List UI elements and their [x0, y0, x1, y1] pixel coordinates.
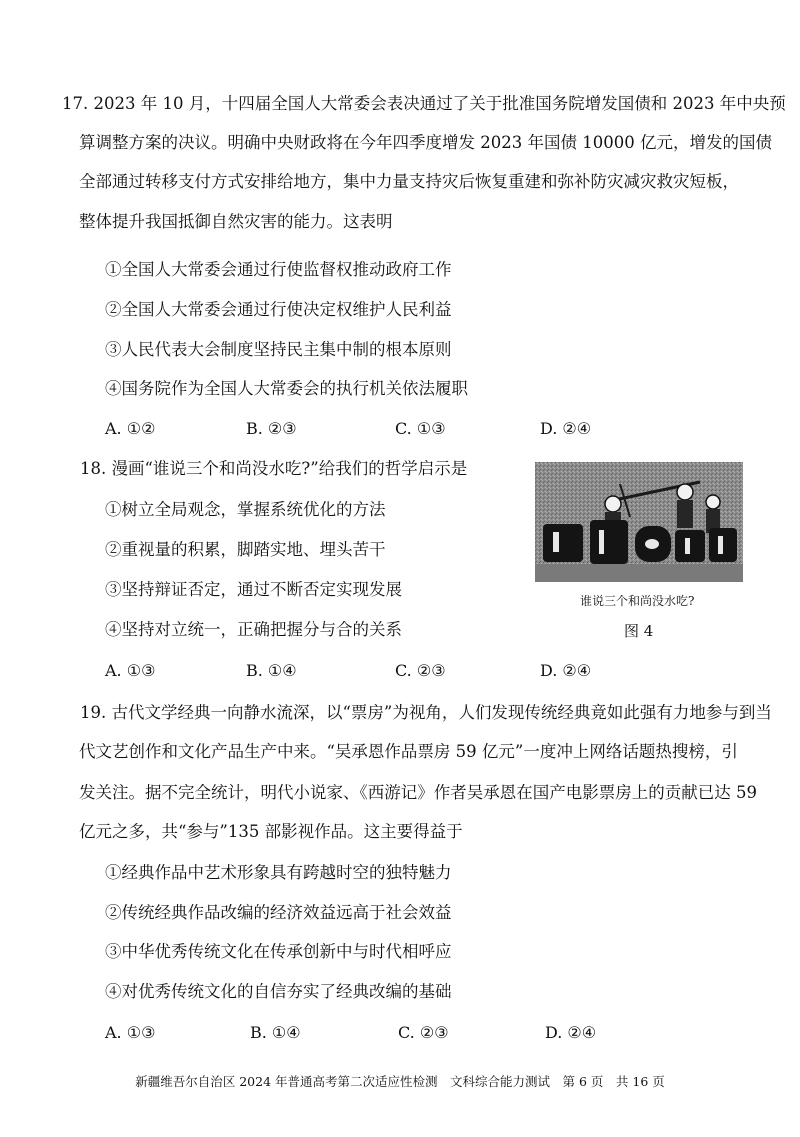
question-19-stem-line: 19. 古代文学经典一向静水流深，以“票房”为视角，人们发现传统经典竟如此强有力地参与到当	[80, 703, 772, 722]
question-19-choice-c: C. ②③	[398, 1023, 449, 1042]
question-19-stem-line: 代文艺创作和文化产品生产中来。“吴承恩作品票房 59 亿元”一度冲上网络话题热搜榜，引	[79, 742, 738, 761]
question-19-statement: ④对优秀传统文化的自信夯实了经典改编的基础	[105, 982, 452, 1001]
question-17-statement: ②全国人大常委会通过行使决定权维护人民利益	[105, 300, 452, 319]
figure-label: 图 4	[624, 622, 654, 640]
question-19-choice-b: B. ①④	[250, 1023, 301, 1042]
question-18-stem-line: 18. 漫画“谁说三个和尚没水吃?”给我们的哲学启示是	[80, 459, 468, 478]
question-17-choice-b: B. ②③	[246, 419, 297, 438]
question-17-statement: ③人民代表大会制度坚持民主集中制的根本原则	[105, 340, 452, 359]
question-18-statement: ②重视量的积累，脚踏实地、埋头苦干	[105, 540, 386, 559]
question-18-statement: ③坚持辩证否定，通过不断否定实现发展	[105, 580, 402, 599]
question-17-choice-c: C. ①③	[395, 419, 446, 438]
page-footer: 新疆维吾尔自治区 2024 年普通高考第二次适应性检测 文科综合能力测试 第 6 页 共 16 页	[135, 1074, 665, 1089]
cartoon-image	[535, 462, 743, 582]
question-19-choice-d: D. ②④	[545, 1023, 597, 1042]
question-18-choice-a: A. ①③	[105, 661, 156, 680]
question-19-statement: ②传统经典作品改编的经济效益远高于社会效益	[105, 903, 452, 922]
question-19-stem-line: 发关注。据不完全统计，明代小说家、《西游记》作者吴承恩在国产电影票房上的贡献已达 59	[79, 783, 757, 802]
question-17-statement: ①全国人大常委会通过行使监督权推动政府工作	[105, 260, 452, 279]
question-18-choice-c: C. ②③	[395, 661, 446, 680]
question-17-stem-line: 算调整方案的决议。明确中央财政将在今年四季度增发 2023 年国债 10000 亿元，增发的国债	[79, 133, 772, 152]
question-17-stem-line: 整体提升我国抵御自然灾害的能力。这表明	[79, 212, 393, 231]
question-19-statement: ①经典作品中艺术形象具有跨越时空的独特魅力	[105, 863, 452, 882]
question-18-choice-d: D. ②④	[540, 661, 592, 680]
question-17-stem-line: 全部通过转移支付方式安排给地方，集中力量支持灾后恢复重建和弥补防灾减灾救灾短板，	[79, 172, 739, 191]
question-19-stem-line: 亿元之多，共“参与”135 部影视作品。这主要得益于	[79, 822, 463, 841]
question-17-statement: ④国务院作为全国人大常委会的执行机关依法履职	[105, 379, 468, 398]
question-17-stem-line: 17. 2023 年 10 月，十四届全国人大常委会表决通过了关于批准国务院增发国债和 2023 年中央预	[62, 94, 786, 113]
question-18-statement: ④坚持对立统一，正确把握分与合的关系	[105, 620, 402, 639]
question-19-choice-a: A. ①③	[105, 1023, 156, 1042]
question-18-choice-b: B. ①④	[246, 661, 297, 680]
question-18-statement: ①树立全局观念，掌握系统优化的方法	[105, 500, 386, 519]
question-17-choice-a: A. ①②	[105, 419, 156, 438]
figure-caption: 谁说三个和尚没水吃?	[580, 594, 695, 608]
question-17-choice-d: D. ②④	[540, 419, 592, 438]
question-19-statement: ③中华优秀传统文化在传承创新中与时代相呼应	[105, 942, 452, 961]
